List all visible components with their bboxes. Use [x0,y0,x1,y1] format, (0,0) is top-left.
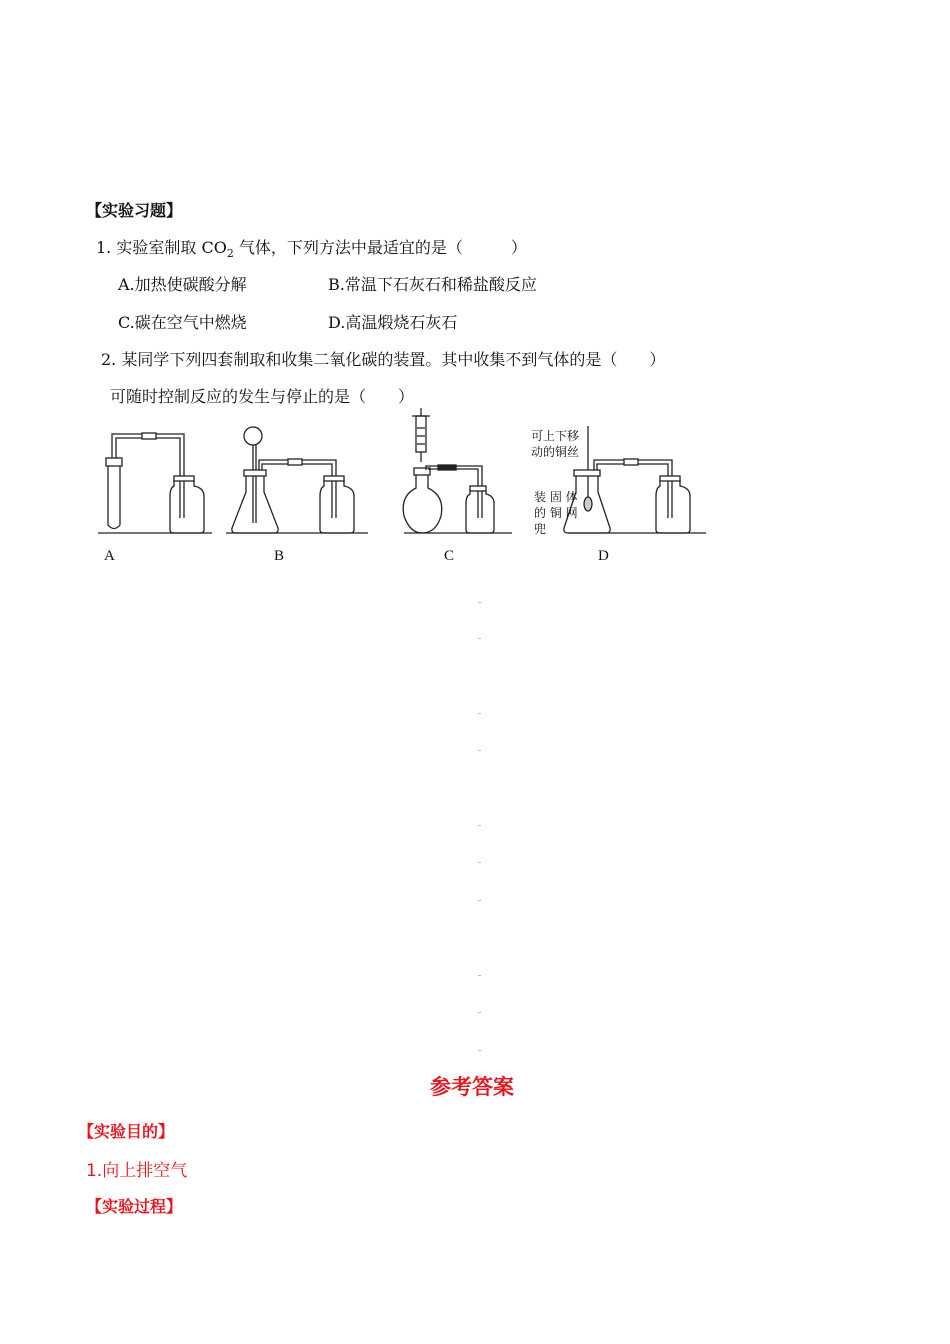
apparatus-figure [96,408,716,568]
question-2-number: 2. [101,350,117,369]
apparatus-d-side-note-line3: 兜 [534,522,547,536]
apparatus-d-top-note-line1: 可上下移 [531,429,580,443]
answers-section-purpose-heading: 【实验目的】 [78,1122,175,1141]
scan-dot [478,825,481,826]
apparatus-b [226,427,368,533]
exercise-heading: 【实验习题】 [86,201,183,220]
question-2 [101,347,665,370]
answers-title: 参考答案 [430,1075,514,1099]
scan-dot [478,750,481,751]
scan-dot [478,602,481,603]
scan-dot [478,713,481,714]
apparatus-label-a: A [104,548,115,564]
scan-dot [478,638,481,639]
question-1-text-after: 气体，下列方法中最适宜的是（ ） [233,238,527,257]
question-2-text: 某同学下列四套制取和收集二氧化碳的装置。其中收集不到气体的是（ ） [121,350,666,369]
apparatus-d-top-note-line2: 动的铜丝 [531,445,580,459]
scan-dot [478,1012,481,1013]
question-2-subtext: 可随时控制反应的发生与停止的是（ ） [110,387,415,406]
apparatus-label-d: D [598,548,609,564]
apparatus-a [98,433,212,533]
answers-item-1: 1.向上排空气 [86,1161,188,1181]
apparatus-d-side-note-line2: 的 铜 网 [534,506,578,520]
apparatus-c [403,408,512,533]
apparatus-d [564,426,706,533]
apparatus-d-side-note-line1: 装 固 体 [534,490,578,504]
scan-dot [478,975,481,976]
scan-dot [478,1050,481,1051]
option-b: B.常温下石灰石和稀盐酸反应 [328,275,537,294]
answers-section-process-heading: 【实验过程】 [86,1197,183,1216]
apparatus-label-b: B [274,548,285,564]
apparatus-label-c: C [444,548,455,564]
option-a: A.加热使碳酸分解 [118,275,247,294]
apparatus-d-side-note [534,489,578,537]
scan-dot [478,862,481,863]
scan-dot [478,900,481,901]
option-c: C.碳在空气中燃烧 [118,313,247,332]
question-1 [96,235,527,260]
question-1-number: 1. [96,238,112,257]
option-d: D.高温煅烧石灰石 [328,313,458,332]
question-1-subscript: 2 [226,247,234,261]
question-1-text-before: 实验室制取 CO [116,238,227,257]
apparatus-d-top-note [531,428,579,460]
